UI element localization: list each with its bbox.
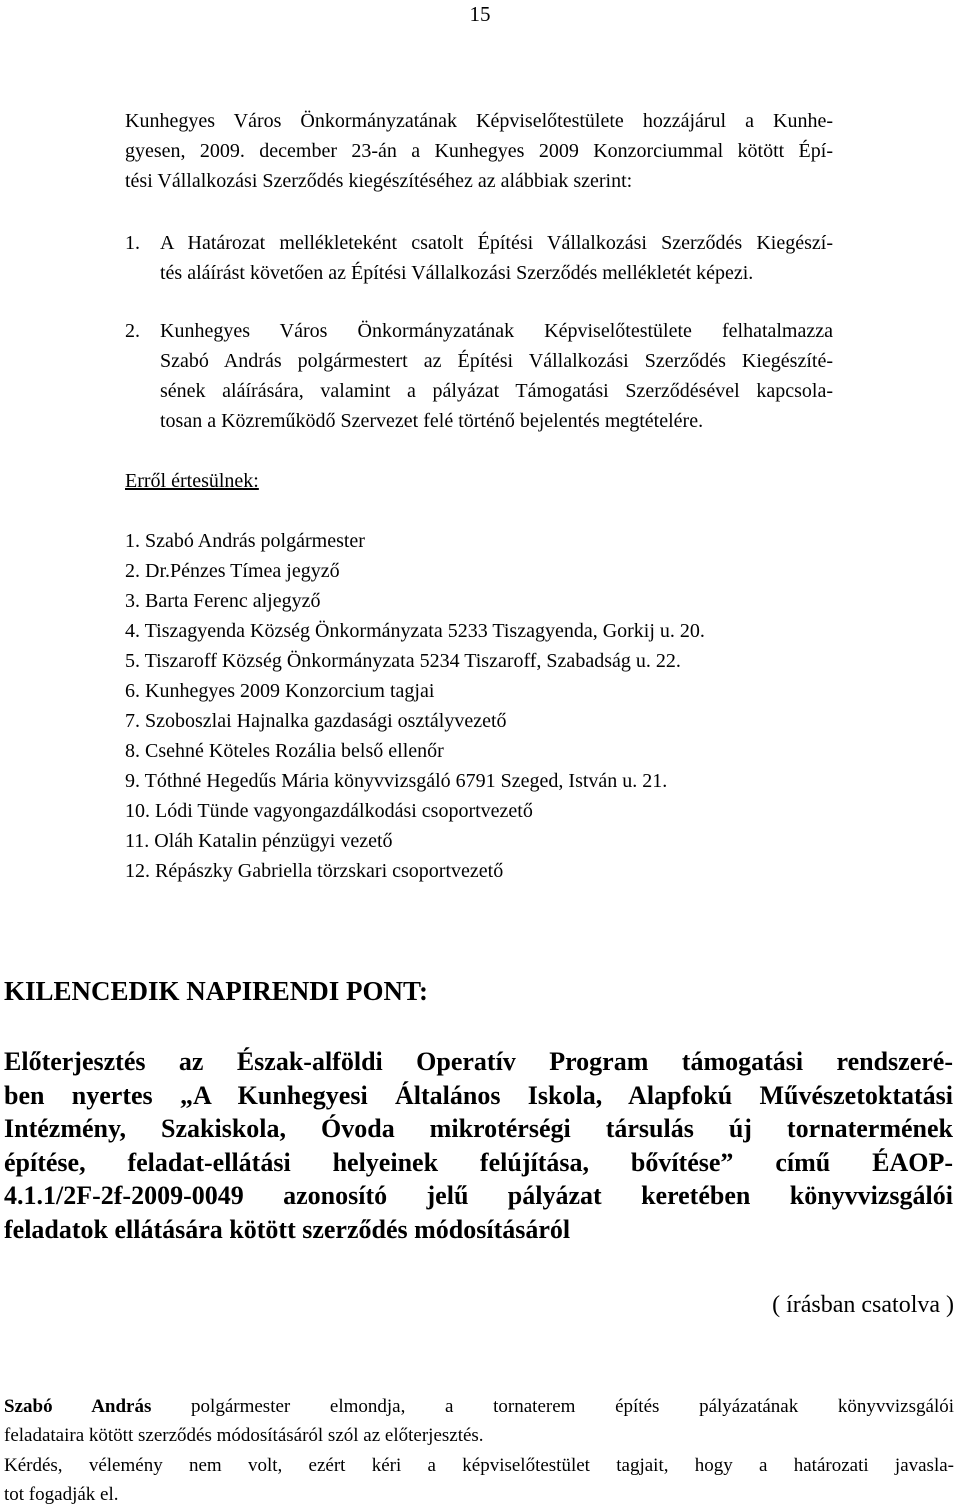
point-line: Kunhegyes Város Önkormányzatának Képviselőtestülete felhatalmazza bbox=[160, 320, 833, 342]
point-line: Szabó András polgármestert az Építési Vállalkozási Szerződés Kiegészíté- bbox=[160, 350, 833, 372]
point-1-number: 1. bbox=[125, 232, 140, 254]
speaker-paragraph bbox=[4, 1392, 954, 1450]
point-2-number: 2. bbox=[125, 320, 140, 342]
list-item: 8. Csehné Köteles Rozália belső ellenőr bbox=[125, 740, 444, 762]
closing-line: tot fogadják el. bbox=[4, 1484, 119, 1505]
point-line: tosan a Közreműködő Szervezet felé történő bejelentés megtételére. bbox=[160, 410, 704, 432]
point-2-text bbox=[160, 316, 833, 436]
intro-line: gyesen, 2009. december 23-án a Kunhegyes 2009 Konzorciummal kötött Épí- bbox=[125, 140, 833, 162]
speaker-line bbox=[4, 1392, 954, 1421]
list-item: 5. Tiszaroff Község Önkormányzata 5234 Tiszaroff, Szabadság u. 22. bbox=[125, 650, 681, 672]
list-item: 11. Oláh Katalin pénzügyi vezető bbox=[125, 830, 393, 852]
page-number: 15 bbox=[469, 2, 491, 26]
intro-paragraph bbox=[125, 106, 833, 196]
list-item: 10. Lódi Tünde vagyongazdálkodási csoportvezető bbox=[125, 800, 533, 822]
closing-line: Kérdés, vélemény nem volt, ezért kéri a képviselőtestület tagjait, hogy a határozati javasla- bbox=[4, 1455, 954, 1476]
subject-line: feladatok ellátására kötött szerződés módosításáról bbox=[4, 1214, 571, 1244]
speaker-line: feladataira kötött szerződés módosításáról szól az előterjesztés. bbox=[4, 1425, 484, 1446]
point-line: sének aláírására, valamint a pályázat Támogatási Szerződésével kapcsola- bbox=[160, 380, 833, 402]
intro-line: tési Vállalkozási Szerződés kiegészítéséhez az alábbiak szerint: bbox=[125, 170, 633, 192]
closing-paragraph bbox=[4, 1451, 954, 1509]
point-line: A Határozat mellékleteként csatolt Építési Vállalkozási Szerződés Kiegészí- bbox=[160, 232, 833, 254]
list-item: 1. Szabó András polgármester bbox=[125, 530, 365, 552]
intro-line: Kunhegyes Város Önkormányzatának Képviselőtestülete hozzájárul a Kunhe- bbox=[125, 110, 833, 132]
point-line: tés aláírást követően az Építési Vállalkozási Szerződés mellékletét képezi. bbox=[160, 262, 754, 284]
list-item: 12. Répászky Gabriella törzskari csoportvezető bbox=[125, 860, 504, 882]
subject-paragraph bbox=[4, 1045, 953, 1246]
subject-line: Intézmény, Szakiskola, Óvoda mikrotérségi társulás új tornatermének bbox=[4, 1114, 953, 1143]
section-heading: KILENCEDIK NAPIRENDI PONT: bbox=[4, 976, 429, 1006]
list-item: 7. Szoboszlai Hajnalka gazdasági osztályvezető bbox=[125, 710, 507, 732]
list-item: 6. Kunhegyes 2009 Konzorcium tagjai bbox=[125, 680, 435, 702]
point-1-text bbox=[160, 228, 833, 288]
list-item: 2. Dr.Pénzes Tímea jegyző bbox=[125, 560, 340, 582]
list-item: 9. Tóthné Hegedűs Mária könyvvizsgáló 6791 Szeged, István u. 21. bbox=[125, 770, 668, 792]
speaker-name: Szabó András bbox=[4, 1396, 152, 1417]
attachment-note: ( írásban csatolva ) bbox=[772, 1292, 954, 1318]
subject-line: ben nyertes „A Kunhegyesi Általános Iskola, Alapfokú Művészetoktatási bbox=[4, 1080, 953, 1110]
speaker-text: polgármester elmondja, a tornaterem építés pályázatának könyvvizsgálói bbox=[151, 1396, 954, 1417]
subject-line: 4.1.1/2F-2f-2009-0049 azonosító jelű pályázat keretében könyvvizsgálói bbox=[4, 1181, 953, 1210]
notify-heading: Erről értesülnek: bbox=[125, 470, 259, 492]
subject-line: Előterjesztés az Észak-alföldi Operatív Program támogatási rendszeré- bbox=[4, 1047, 953, 1076]
subject-line: építése, feladat-ellátási helyeinek felújítása, bővítése” című ÉAOP- bbox=[4, 1147, 953, 1177]
list-item: 3. Barta Ferenc aljegyző bbox=[125, 590, 321, 612]
list-item: 4. Tiszagyenda Község Önkormányzata 5233 Tiszagyenda, Gorkij u. 20. bbox=[125, 620, 705, 642]
